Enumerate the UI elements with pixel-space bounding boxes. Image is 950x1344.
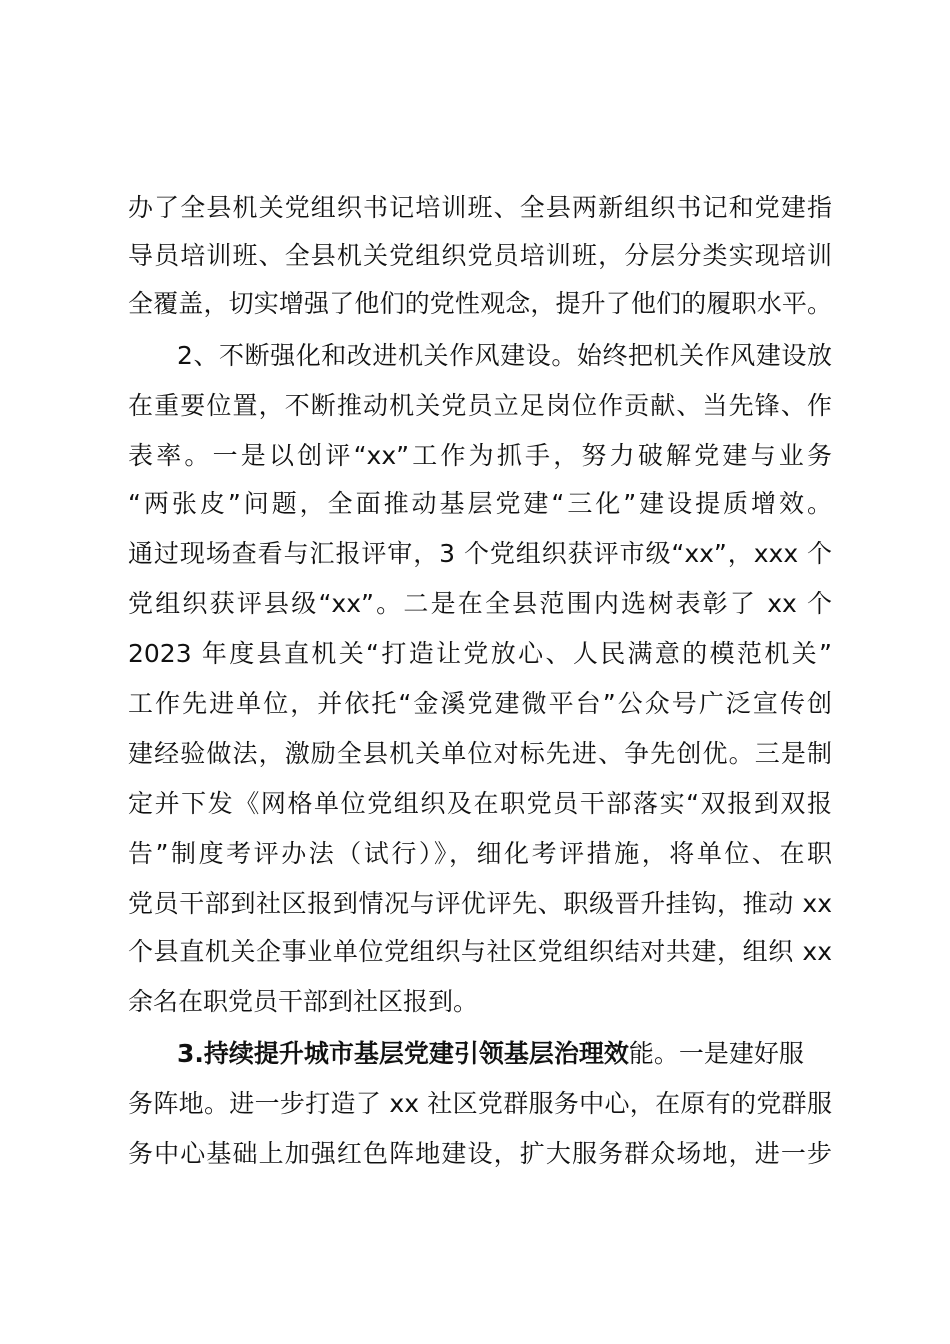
paragraph-line: 务中心基础上加强红色阵地建设，扩大服务群众场地，进一步	[128, 1139, 832, 1168]
section-heading-tail: 能。一是建好服	[628, 1039, 804, 1068]
paragraph-line: “两张皮”问题，全面推动基层党建“三化”建设提质增效。	[128, 489, 832, 518]
paragraph-line: 党组织获评县级“xx”。二是在全县范围内选树表彰了 xx 个	[128, 589, 832, 618]
paragraph-line: 告”制度考评办法（试行）》，细化考评措施，将单位、在职	[128, 839, 832, 868]
paragraph-line: 个县直机关企事业单位党组织与社区党组织结对共建，组织 xx	[128, 937, 832, 966]
paragraph-line: 余名在职党员干部到社区报到。	[128, 987, 479, 1016]
paragraph-line: 全覆盖，切实增强了他们的党性观念，提升了他们的履职水平。	[128, 289, 832, 318]
paragraph-line: 表率。一是以创评“xx”工作为抓手，努力破解党建与业务	[128, 441, 832, 470]
paragraph-line: 务阵地。进一步打造了 xx 社区党群服务中心，在原有的党群服	[128, 1089, 832, 1118]
paragraph-line: 定并下发《网格单位党组织及在职党员干部落实“双报到双报	[128, 789, 832, 818]
paragraph-line: 办了全县机关党组织书记培训班、全县两新组织书记和党建指	[128, 193, 832, 222]
paragraph-line: 通过现场查看与汇报评审，3 个党组织获评市级“xx”，xxx 个	[128, 539, 832, 568]
section-heading-line	[177, 1034, 832, 1074]
paragraph-line: 导员培训班、全县机关党组织党员培训班，分层分类实现培训	[128, 241, 832, 270]
paragraph-line: 2、不断强化和改进机关作风建设。始终把机关作风建设放	[177, 341, 832, 370]
paragraph-line: 党员干部到社区报到情况与评优评先、职级晋升挂钩，推动 xx	[128, 889, 832, 918]
paragraph-line: 建经验做法，激励全县机关单位对标先进、争先创优。三是制	[128, 739, 832, 768]
paragraph-line: 工作先进单位，并依托“金溪党建微平台”公众号广泛宣传创	[128, 689, 832, 718]
paragraph-line: 2023 年度县直机关“打造让党放心、人民满意的模范机关”	[128, 639, 832, 668]
section-heading: 3.持续提升城市基层党建引领基层治理效	[177, 1039, 629, 1068]
paragraph-line: 在重要位置，不断推动机关党员立足岗位作贡献、当先锋、作	[128, 391, 832, 420]
